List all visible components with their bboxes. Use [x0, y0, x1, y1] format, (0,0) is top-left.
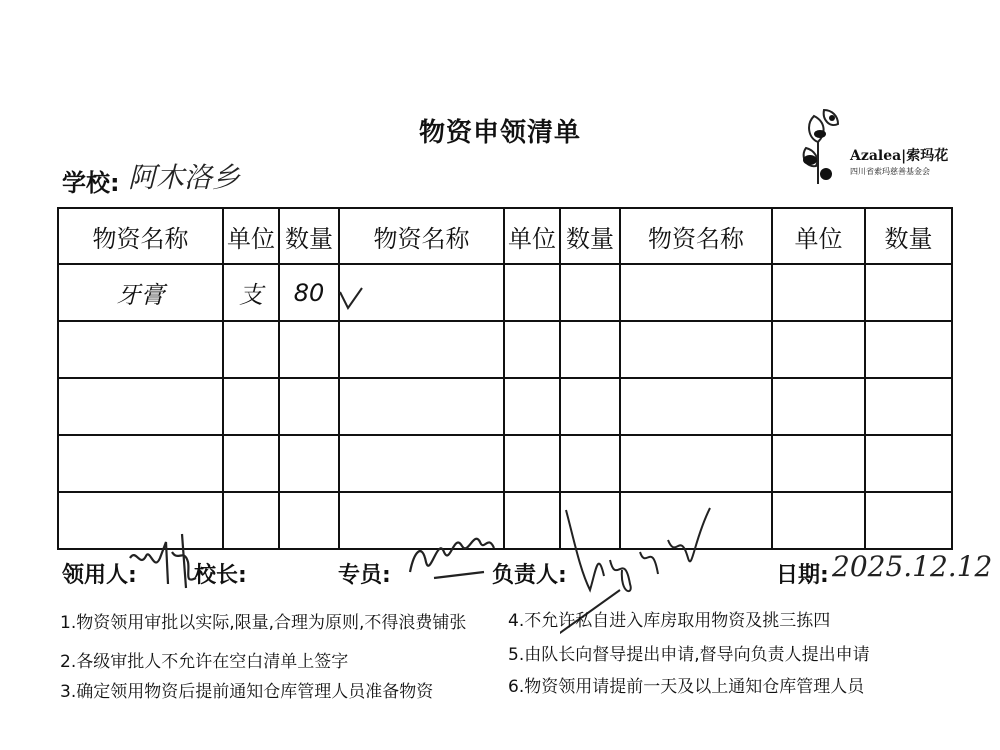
- table-cell: [58, 378, 223, 435]
- table-cell: [58, 321, 223, 378]
- header-item-name: 物资名称: [339, 208, 504, 264]
- table-cell: [865, 435, 952, 492]
- date-label: 日期:: [776, 563, 829, 588]
- table-cell: [560, 321, 620, 378]
- table-cell: [865, 264, 952, 321]
- table-cell: [560, 435, 620, 492]
- note-4: 4.不允许私自进入库房取用物资及挑三拣四: [508, 611, 831, 631]
- table-cell: [772, 435, 865, 492]
- note-5: 5.由队长向督导提出申请,督导向负责人提出申请: [508, 645, 870, 665]
- table-cell: [339, 378, 504, 435]
- note-1: 1.物资领用审批以实际,限量,合理为原则,不得浪费铺张: [60, 613, 467, 633]
- table-cell: [560, 378, 620, 435]
- table-cell: [865, 321, 952, 378]
- table-cell: [504, 378, 560, 435]
- table-row: [58, 321, 952, 378]
- table-row: [58, 435, 952, 492]
- staff-signature: [404, 522, 500, 586]
- table-cell: [339, 435, 504, 492]
- header-quantity: 数量: [865, 208, 952, 264]
- table-cell: 牙膏: [58, 264, 223, 321]
- table-cell: [620, 378, 772, 435]
- header-item-name: 物资名称: [58, 208, 223, 264]
- table-cell: [223, 321, 279, 378]
- supply-request-table: [57, 207, 953, 550]
- logo-brand: Azalea|索玛花: [850, 148, 949, 164]
- table-cell: [279, 435, 339, 492]
- principal-label: 校长:: [194, 563, 247, 588]
- header-quantity: 数量: [279, 208, 339, 264]
- table-cell: [772, 378, 865, 435]
- recipient-label: 领用人:: [62, 563, 137, 588]
- note-2: 2.各级审批人不允许在空白清单上签字: [60, 652, 349, 672]
- header-quantity: 数量: [560, 208, 620, 264]
- table-cell: [560, 264, 620, 321]
- table-cell: [504, 435, 560, 492]
- school-label: 学校:: [62, 169, 120, 197]
- table-cell: [279, 378, 339, 435]
- table-cell: [223, 435, 279, 492]
- note-3: 3.确定领用物资后提前通知仓库管理人员准备物资: [60, 682, 434, 702]
- check-mark-icon: [338, 286, 364, 310]
- table-cell: [620, 264, 772, 321]
- table-cell: [279, 492, 339, 549]
- recipient-signature: [126, 528, 206, 590]
- date-value: 2025.12.12: [832, 550, 993, 583]
- table-cell: [772, 264, 865, 321]
- note-6: 6.物资领用请提前一天及以上通知仓库管理人员: [508, 677, 865, 697]
- table-cell: [865, 378, 952, 435]
- table-cell: [620, 435, 772, 492]
- logo-subtitle: 四川省索玛慈善基金会: [850, 167, 930, 176]
- table-cell: [223, 492, 279, 549]
- table-cell: [504, 264, 560, 321]
- table-row: [58, 264, 952, 321]
- header-item-name: 物资名称: [620, 208, 772, 264]
- table-cell: 80: [279, 264, 339, 321]
- table-cell: [58, 435, 223, 492]
- table-cell: [223, 378, 279, 435]
- table-cell: [772, 321, 865, 378]
- table-cell: [865, 492, 952, 549]
- table-cell: 支: [223, 264, 279, 321]
- header-unit: 单位: [504, 208, 560, 264]
- table-cell: [339, 321, 504, 378]
- table-header-row: [58, 208, 952, 264]
- table-cell: [620, 321, 772, 378]
- table-cell: [504, 321, 560, 378]
- table-row: [58, 378, 952, 435]
- responsible-label: 负责人:: [492, 563, 567, 588]
- table-cell: [279, 321, 339, 378]
- form-title: 物资申领清单: [418, 118, 581, 148]
- school-value: 阿木洛乡: [128, 161, 241, 194]
- header-unit: 单位: [772, 208, 865, 264]
- staff-label: 专员:: [338, 563, 391, 588]
- table-cell: [504, 492, 560, 549]
- table-cell: [772, 492, 865, 549]
- header-unit: 单位: [223, 208, 279, 264]
